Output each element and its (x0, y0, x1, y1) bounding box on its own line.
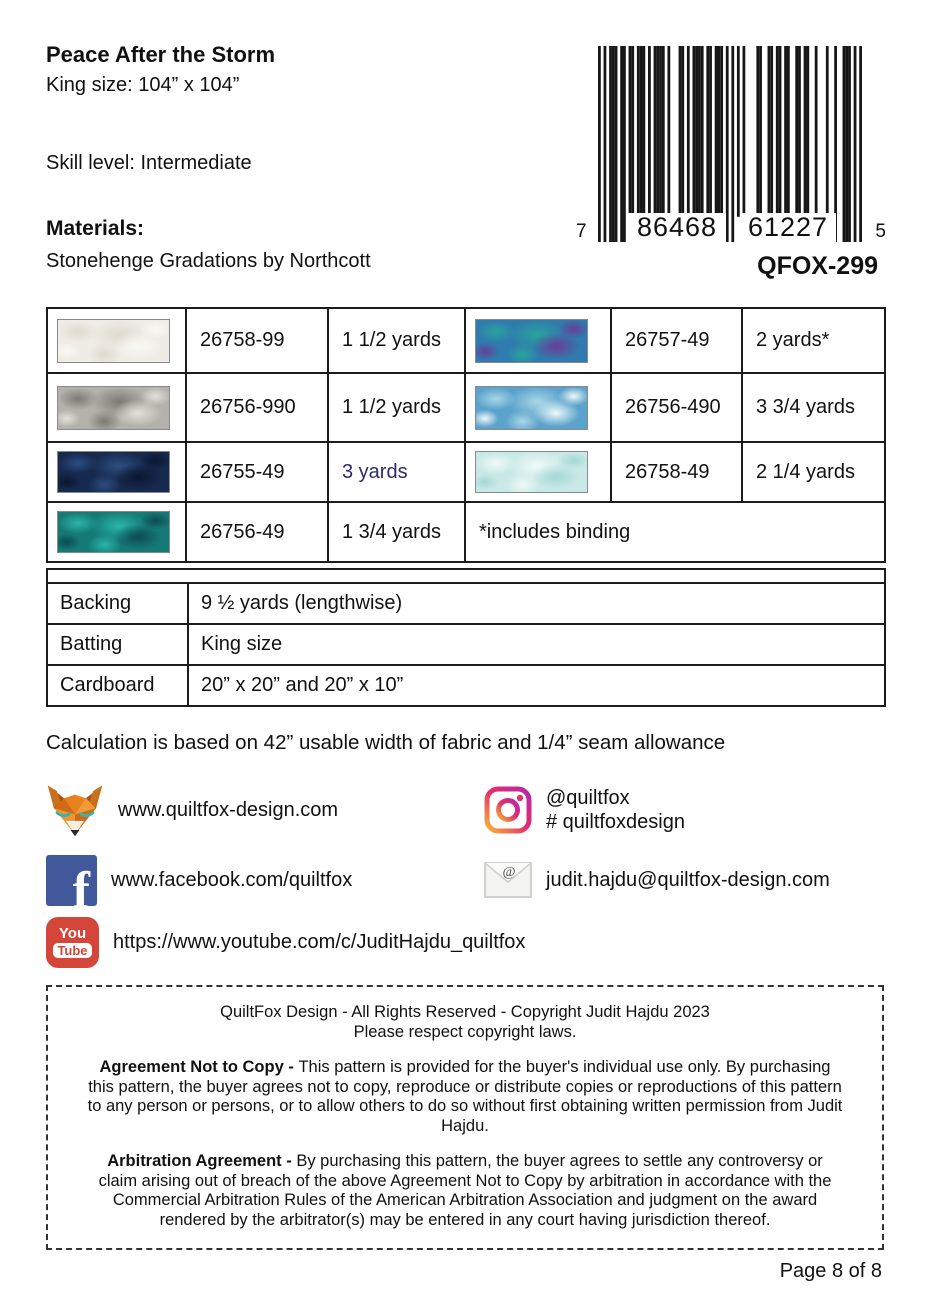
fabric-yardage: 3 3/4 yards (742, 373, 885, 442)
instagram-handles (546, 786, 685, 834)
fabric-swatch (475, 319, 588, 363)
swatch-cell (465, 373, 611, 442)
fabric-yardage: 1 3/4 yards (328, 502, 465, 562)
fabric-code: 26757-49 (611, 308, 742, 373)
binding-note: *includes binding (465, 502, 885, 562)
youtube-icon (46, 917, 99, 968)
extras-label: Batting (47, 624, 188, 665)
youtube-link[interactable]: https://www.youtube.com/c/JuditHajdu_quiltfox (113, 930, 526, 953)
fabric-code: 26758-49 (611, 442, 742, 502)
arbitration-agreement-paragraph (86, 1152, 844, 1230)
facebook-icon (46, 855, 97, 906)
copyright-line2: Please respect copyright laws. (353, 1022, 577, 1041)
table-row (47, 442, 885, 502)
fabric-swatch (475, 386, 588, 430)
agreement-text: This pattern is provided for the buyer's individual use only. By purchasing this pattern, the buyer agrees not to copy, reproduce or distribute copies or reproductions of this pattern to any person or persons, or to allow others to do so without first obtaining written permission from Judit Hajdu. (87, 1058, 843, 1135)
barcode-block (572, 42, 884, 281)
extras-value: 20” x 20” and 20” x 10” (188, 665, 885, 706)
copyright-box (46, 985, 884, 1250)
instagram-icon (484, 786, 532, 834)
fabric-yardage: 1 1/2 yards (328, 373, 465, 442)
table-row (47, 583, 885, 624)
arbitration-text: By purchasing this pattern, the buyer agrees to settle any controversy or claim arising out of breach of the above Agreement Not to Copy by arbitration in accordance with the Commercial Arbitration Rules of the American Arbitration Association and judgment on the award rendered by the arbitrator(s) may be entered in any court having jurisdiction thereof. (98, 1152, 832, 1229)
fabric-swatch (475, 451, 588, 493)
fabric-code: 26755-49 (186, 442, 328, 502)
swatch-cell (47, 502, 186, 562)
barcode-digit-left: 7 (576, 221, 587, 242)
title-block (46, 42, 572, 281)
email-link[interactable]: judit.hajdu@quiltfox-design.com (546, 868, 830, 891)
quiltfox-fox-logo-icon (46, 783, 104, 837)
agreement-lead: Agreement Not to Copy - (99, 1058, 299, 1076)
skill-level-line: Skill level: Intermediate (46, 152, 252, 174)
pattern-sku: QFOX-299 (757, 252, 878, 280)
extras-label: Cardboard (47, 665, 188, 706)
spacer-row (47, 569, 885, 583)
facebook-f-glyph: f (72, 861, 90, 906)
fabric-swatch (57, 386, 170, 430)
page-number: Page 8 of 8 (779, 1260, 882, 1282)
fabric-yardage: 3 yards (328, 442, 465, 502)
fabric-yardage: 2 1/4 yards (742, 442, 885, 502)
table-row (47, 373, 885, 442)
size-line: King size: 104” x 104” (46, 74, 240, 96)
table-row (47, 624, 885, 665)
swatch-cell (465, 442, 611, 502)
fabric-swatch (57, 319, 170, 363)
table-row (47, 665, 885, 706)
table-row (47, 308, 885, 373)
youtube-link-row (46, 913, 526, 971)
extras-label: Backing (47, 583, 188, 624)
barcode-digits-group2: 61227 (740, 213, 836, 242)
barcode-digit-right: 5 (875, 221, 886, 242)
fabric-code: 26758-99 (186, 308, 328, 373)
arbitration-lead: Arbitration Agreement - (107, 1152, 297, 1170)
fabric-swatch (57, 451, 170, 493)
fabric-code: 26756-990 (186, 373, 328, 442)
youtube-you-label: You (58, 925, 87, 942)
barcode-digits-group1: 86468 (628, 213, 726, 242)
table-row (47, 502, 885, 562)
extras-table (46, 568, 886, 707)
fabric-collection-line: Stonehenge Gradations by Northcott (46, 250, 371, 272)
email-row (484, 847, 884, 913)
extras-value: King size (188, 624, 885, 665)
email-envelope-icon (484, 862, 532, 898)
fabric-code: 26756-49 (186, 502, 328, 562)
svg-text:@: @ (502, 865, 516, 880)
extras-value: 9 ½ yards (lengthwise) (188, 583, 885, 624)
fabric-code: 26756-490 (611, 373, 742, 442)
swatch-cell (47, 308, 186, 373)
facebook-link[interactable]: www.facebook.com/quiltfox (111, 868, 353, 891)
website-link-row (46, 773, 484, 847)
instagram-link-row (484, 773, 884, 847)
facebook-link-row (46, 847, 484, 913)
fabric-yardage: 1 1/2 yards (328, 308, 465, 373)
materials-heading: Materials: (46, 217, 145, 240)
fabric-yardage: 2 yards* (742, 308, 885, 373)
instagram-hashtag[interactable]: # quiltfoxdesign (546, 811, 685, 833)
upc-barcode (576, 46, 886, 242)
page-title: Peace After the Storm (46, 42, 276, 67)
swatch-cell (47, 373, 186, 442)
swatch-cell (47, 442, 186, 502)
fabric-swatch (57, 511, 170, 553)
social-links (46, 773, 884, 971)
instagram-handle[interactable]: @quiltfox (546, 787, 630, 809)
copyright-line1: QuiltFox Design - All Rights Reserved - Copyright Judit Hajdu 2023 (220, 1003, 710, 1021)
page-header (46, 42, 884, 281)
materials-table (46, 307, 886, 563)
swatch-cell (465, 308, 611, 373)
website-link[interactable]: www.quiltfox-design.com (118, 798, 339, 821)
agreement-not-to-copy-paragraph (86, 1058, 844, 1136)
calculation-note: Calculation is based on 42” usable width of fabric and 1/4” seam allowance (46, 731, 726, 754)
youtube-tube-label: Tube (53, 943, 91, 958)
